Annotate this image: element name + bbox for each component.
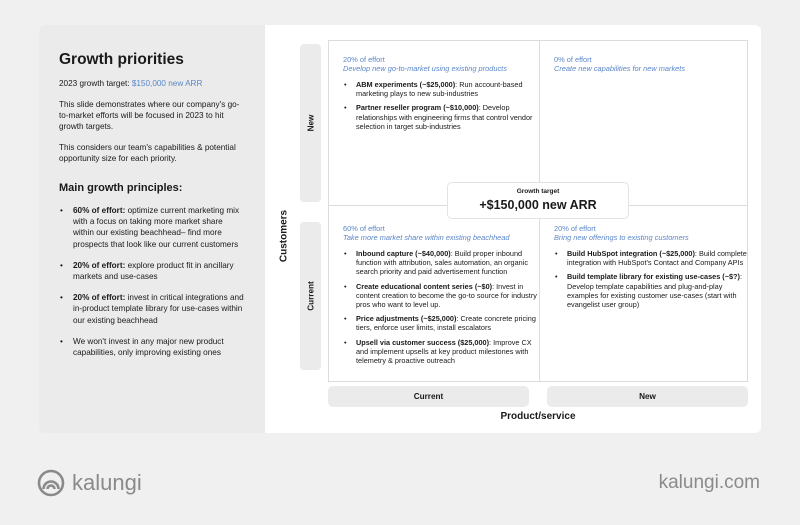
quadrant-bottom-left [343, 224, 543, 370]
principles-list [59, 205, 245, 358]
quadrant-bottom-right [554, 224, 754, 314]
quadrant-list [554, 249, 754, 309]
growth-target-box-value: +$150,000 new ARR [479, 198, 597, 212]
principles-heading: Main growth principles: [59, 182, 183, 195]
quadrant-effort: 20% of effort [554, 224, 596, 233]
quadrant-effort: 60% of effort [343, 224, 385, 233]
row-label-new: New [300, 44, 321, 202]
growth-target-box-label: Growth target [516, 188, 560, 195]
list-item: • Price adjustments (~$25,000): Create concrete pricing tiers, enforce user limits, install escalators [343, 314, 543, 332]
quadrant-list [343, 80, 543, 131]
growth-target-value: $150,000 new ARR [131, 79, 203, 88]
row-label-current: Current [300, 222, 321, 370]
left-panel [39, 25, 265, 433]
description-paragraph-1: This slide demonstrates where our company's go-to-market efforts will be focused in 2023 to hit growth targets. [59, 100, 240, 132]
description-paragraph-2: This considers our team's capabilities & potential opportunity size for each priority. [59, 142, 236, 163]
site-url: kalungi.com [658, 472, 760, 493]
x-axis-label: Product/service [500, 411, 576, 422]
growth-target-box [447, 182, 629, 219]
list-item: • Partner reseller program (~$10,000): Develop relationships with engineering firms that control vendor selection in target sub-industries [343, 103, 543, 131]
list-item: • Build template library for existing use-cases (~$?): Develop template capabilities and plug-and-play examples for existing customer use-cases (start with evangelist user group) [554, 272, 754, 309]
quadrant-subtitle: Create new capabilities for new markets [554, 64, 686, 73]
page-title: Growth priorities [59, 51, 184, 68]
principle-item: • 60% of effort: optimize current marketing mix with a focus on taking more market share within our existing beachhead– find more prospects that look like our current customers [59, 205, 245, 250]
quadrant-top-left [343, 55, 543, 136]
list-item: • Create educational content series (~$0): Invest in content creation to become the go-to source for industry pros who want to level up. [343, 282, 543, 310]
y-axis-label: Customers [278, 209, 290, 263]
column-label-new: New [547, 386, 748, 407]
growth-target-line [59, 79, 245, 88]
principle-item: • 20% of effort: explore product fit in ancillary markets and use-cases [59, 260, 245, 282]
column-label-current: Current [328, 386, 529, 407]
quadrant-top-right [554, 55, 754, 80]
quadrant-subtitle: Bring new offerings to existing customers [554, 233, 689, 242]
list-item: • Build HubSpot integration (~$25,000): Build complete integration with HubSpot's Contact and Company APIs [554, 249, 754, 267]
slide-card [39, 25, 761, 433]
list-item: • Inbound capture (~$40,000): Build proper inbound function with attribution, sales automation, an organic search priority and paid advertisement function [343, 249, 543, 277]
principle-item: • We won't invest in any major new product capabilities, only improving existing ones [59, 336, 245, 358]
logo-text: kalungi [72, 470, 142, 495]
quadrant-subtitle: Develop new go-to-market using existing products [343, 64, 507, 73]
growth-target-label: 2023 growth target: [59, 79, 132, 88]
quadrant-subtitle: Take more market share within existing beachhead [343, 233, 510, 242]
quadrant-effort: 0% of effort [554, 55, 592, 64]
quadrant-effort: 20% of effort [343, 55, 385, 64]
principle-item: • 20% of effort: invest in critical integrations and in-product template library for use-cases within our existing beachhead [59, 292, 245, 326]
kalungi-logo-icon [37, 469, 65, 497]
quadrant-list [343, 249, 543, 365]
list-item: • Upsell via customer success ($25,000): Improve CX and implement upsells at key product milestones with telemetry & proactive outreach [343, 338, 543, 366]
list-item: • ABM experiments (~$25,000): Run account-based marketing plays to new sub-industries [343, 80, 543, 98]
